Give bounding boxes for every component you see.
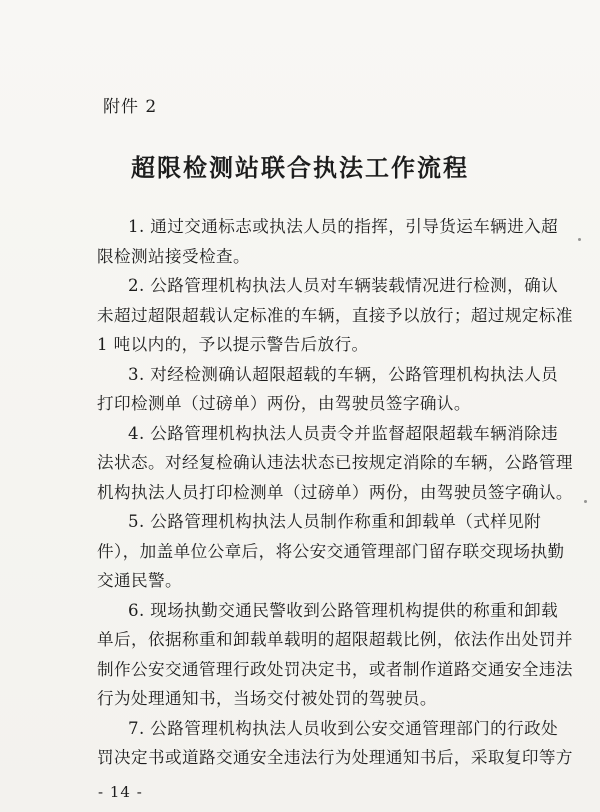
page-title: 超限检测站联合执法工作流程 xyxy=(131,153,469,182)
text-line: 交通民警。 xyxy=(97,571,182,590)
text-line: 3. 对经检测确认超限超载的车辆，公路管理机构执法人员 xyxy=(128,365,559,384)
text-line: 行为处理通知书，当场交付被处罚的驾驶员。 xyxy=(97,689,437,708)
text-line: 4. 公路管理机构执法人员责令并监督超限超载车辆消除违 xyxy=(128,424,559,443)
text-line: 单后，依据称重和卸载单载明的超限超载比例，依法作出处罚并 xyxy=(97,630,573,649)
text-line: 1. 通过交通标志或执法人员的指挥，引导货运车辆进入超 xyxy=(128,217,559,236)
text-line: 制作公安交通管理行政处罚决定书，或者制作道路交通安全违法 xyxy=(97,660,573,679)
text-line: 件），加盖单位公章后，将公安交通管理部门留存联交现场执勤 xyxy=(97,542,565,561)
text-line: 打印检测单（过磅单）两份，由驾驶员签字确认。 xyxy=(97,394,471,413)
text-line: 未超过超限超载认定标准的车辆，直接予以放行；超过规定标准 xyxy=(97,306,573,325)
text-line: 2. 公路管理机构执法人员对车辆装载情况进行检测，确认 xyxy=(128,276,559,295)
attachment-label: 附件 2 xyxy=(103,97,158,117)
text-line: 法状态。对经复检确认违法状态已按规定消除的车辆，公路管理 xyxy=(97,453,573,472)
paper-speck xyxy=(584,500,587,503)
text-line: 1 吨以内的，予以提示警告后放行。 xyxy=(97,335,369,354)
text-line: 6. 现场执勤交通民警收到公路管理机构提供的称重和卸载 xyxy=(128,601,559,620)
page-number: - 14 - xyxy=(98,783,143,801)
text-line: 限检测站接受检查。 xyxy=(97,247,250,266)
text-line: 7. 公路管理机构执法人员收到公安交通管理部门的行政处 xyxy=(128,719,559,738)
text-line: 5. 公路管理机构执法人员制作称重和卸载单（式样见附 xyxy=(128,512,542,531)
paper-speck xyxy=(578,238,581,241)
text-line: 罚决定书或道路交通安全违法行为处理通知书后，采取复印等方 xyxy=(97,748,573,767)
text-line: 机构执法人员打印检测单（过磅单）两份，由驾驶员签字确认。 xyxy=(97,483,573,502)
